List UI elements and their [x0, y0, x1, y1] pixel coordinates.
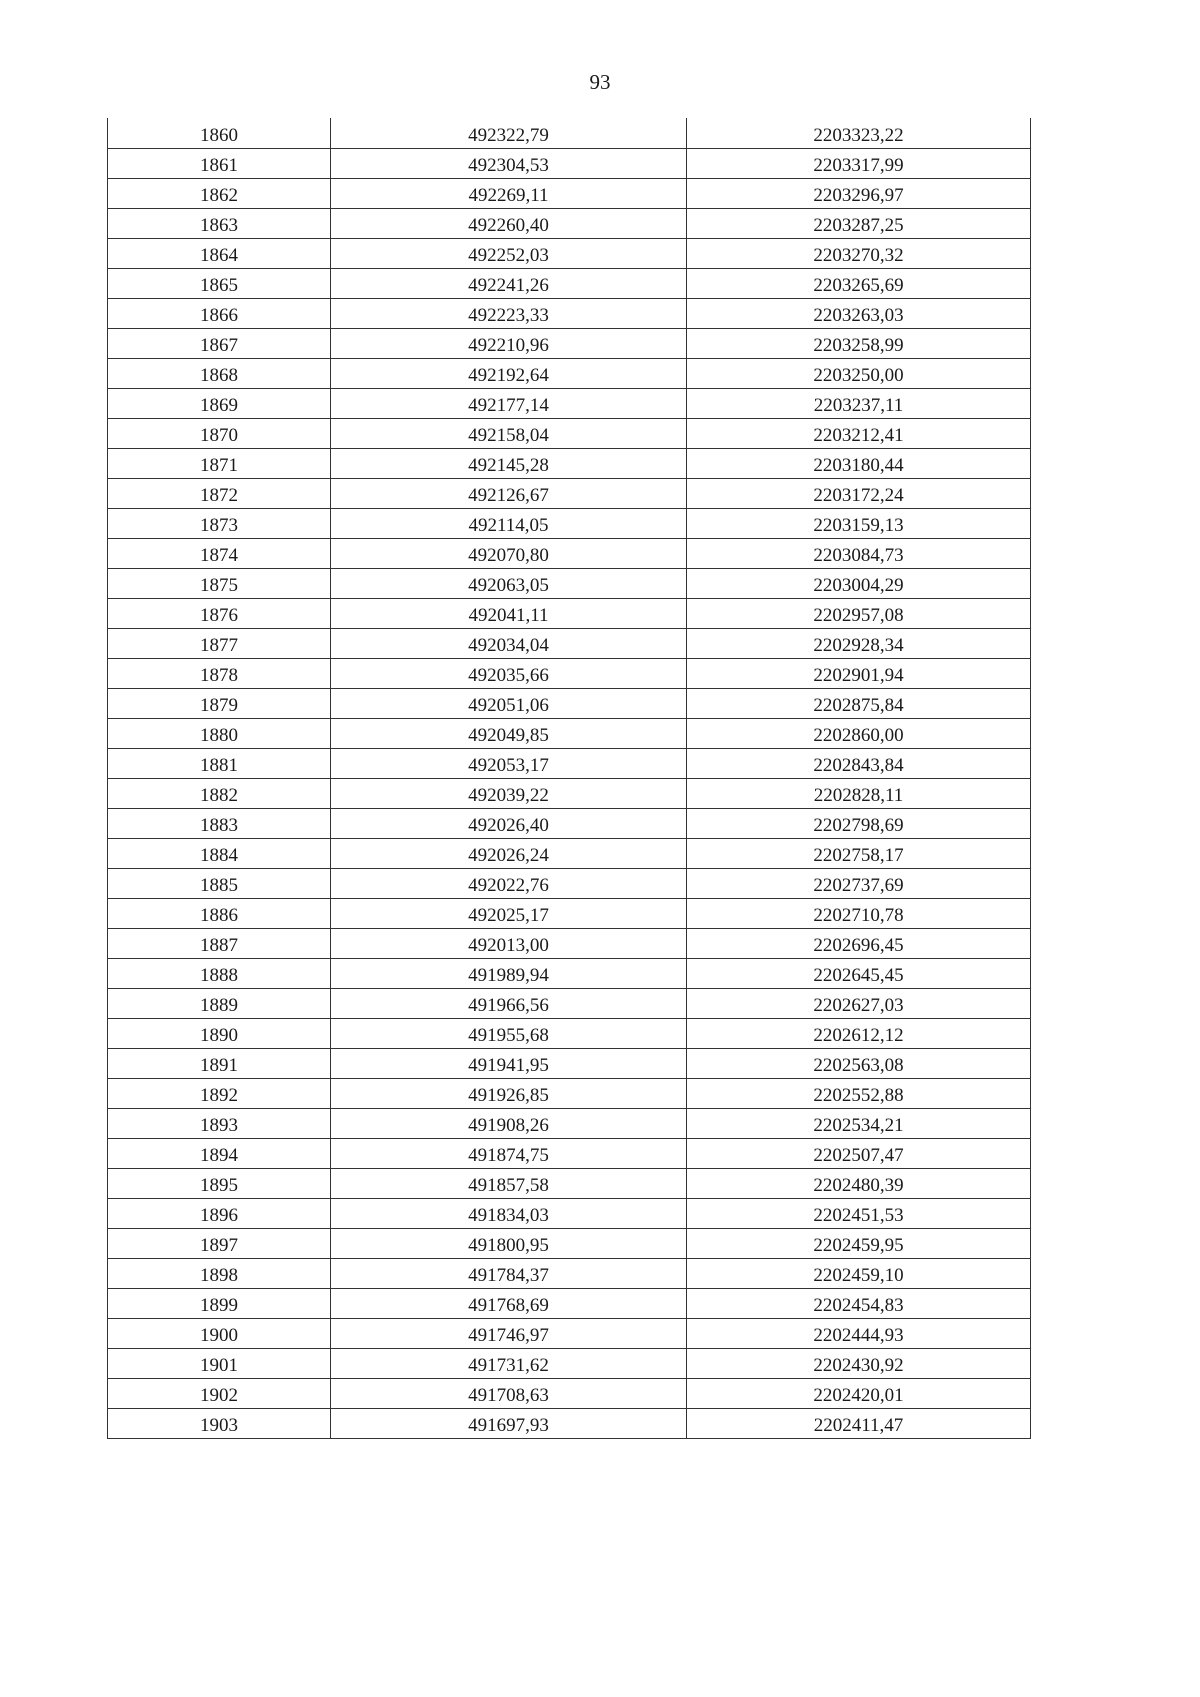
- table-row: [108, 328, 1031, 358]
- x-coordinate-cell: 492241,26: [331, 268, 687, 298]
- x-coordinate-cell: 492126,67: [331, 478, 687, 508]
- point-number-cell: 1868: [108, 358, 331, 388]
- point-number-cell: 1892: [108, 1078, 331, 1108]
- y-coordinate-cell: 2203159,13: [687, 508, 1031, 538]
- x-coordinate-cell: 492034,04: [331, 628, 687, 658]
- point-number-cell: 1886: [108, 898, 331, 928]
- point-number-cell: 1897: [108, 1228, 331, 1258]
- x-coordinate-cell: 492041,11: [331, 598, 687, 628]
- table-row: [108, 1288, 1031, 1318]
- table-row: [108, 178, 1031, 208]
- x-coordinate-cell: 492210,96: [331, 328, 687, 358]
- table-row: [108, 778, 1031, 808]
- y-coordinate-cell: 2202737,69: [687, 868, 1031, 898]
- y-coordinate-cell: 2202828,11: [687, 778, 1031, 808]
- y-coordinate-cell: 2202430,92: [687, 1348, 1031, 1378]
- x-coordinate-cell: 492070,80: [331, 538, 687, 568]
- y-coordinate-cell: 2202627,03: [687, 988, 1031, 1018]
- y-coordinate-cell: 2202411,47: [687, 1408, 1031, 1438]
- y-coordinate-cell: 2202928,34: [687, 628, 1031, 658]
- point-number-cell: 1881: [108, 748, 331, 778]
- point-number-cell: 1889: [108, 988, 331, 1018]
- y-coordinate-cell: 2202957,08: [687, 598, 1031, 628]
- y-coordinate-cell: 2203237,11: [687, 388, 1031, 418]
- point-number-cell: 1876: [108, 598, 331, 628]
- x-coordinate-cell: 491834,03: [331, 1198, 687, 1228]
- y-coordinate-cell: 2203172,24: [687, 478, 1031, 508]
- point-number-cell: 1865: [108, 268, 331, 298]
- y-coordinate-cell: 2202875,84: [687, 688, 1031, 718]
- coordinates-table-body: [108, 118, 1031, 1438]
- table-row: [108, 928, 1031, 958]
- table-row: [108, 628, 1031, 658]
- x-coordinate-cell: 491941,95: [331, 1048, 687, 1078]
- x-coordinate-cell: 492192,64: [331, 358, 687, 388]
- point-number-cell: 1903: [108, 1408, 331, 1438]
- point-number-cell: 1888: [108, 958, 331, 988]
- x-coordinate-cell: 491784,37: [331, 1258, 687, 1288]
- y-coordinate-cell: 2202507,47: [687, 1138, 1031, 1168]
- point-number-cell: 1863: [108, 208, 331, 238]
- y-coordinate-cell: 2202696,45: [687, 928, 1031, 958]
- y-coordinate-cell: 2202444,93: [687, 1318, 1031, 1348]
- table-row: [108, 958, 1031, 988]
- table-row: [108, 508, 1031, 538]
- point-number-cell: 1860: [108, 118, 331, 148]
- x-coordinate-cell: 491800,95: [331, 1228, 687, 1258]
- y-coordinate-cell: 2202534,21: [687, 1108, 1031, 1138]
- y-coordinate-cell: 2203270,32: [687, 238, 1031, 268]
- point-number-cell: 1899: [108, 1288, 331, 1318]
- point-number-cell: 1869: [108, 388, 331, 418]
- point-number-cell: 1864: [108, 238, 331, 268]
- table-row: [108, 898, 1031, 928]
- x-coordinate-cell: 492025,17: [331, 898, 687, 928]
- table-row: [108, 688, 1031, 718]
- point-number-cell: 1870: [108, 418, 331, 448]
- x-coordinate-cell: 492013,00: [331, 928, 687, 958]
- table-row: [108, 1048, 1031, 1078]
- y-coordinate-cell: 2202563,08: [687, 1048, 1031, 1078]
- point-number-cell: 1883: [108, 808, 331, 838]
- x-coordinate-cell: 492114,05: [331, 508, 687, 538]
- y-coordinate-cell: 2202860,00: [687, 718, 1031, 748]
- x-coordinate-cell: 491955,68: [331, 1018, 687, 1048]
- point-number-cell: 1891: [108, 1048, 331, 1078]
- table-row: [108, 808, 1031, 838]
- x-coordinate-cell: 492026,24: [331, 838, 687, 868]
- x-coordinate-cell: 491746,97: [331, 1318, 687, 1348]
- x-coordinate-cell: 492145,28: [331, 448, 687, 478]
- y-coordinate-cell: 2202612,12: [687, 1018, 1031, 1048]
- table-row: [108, 598, 1031, 628]
- x-coordinate-cell: 492051,06: [331, 688, 687, 718]
- table-row: [108, 238, 1031, 268]
- point-number-cell: 1890: [108, 1018, 331, 1048]
- coordinates-table: [107, 118, 1031, 1439]
- point-number-cell: 1893: [108, 1108, 331, 1138]
- table-row: [108, 1198, 1031, 1228]
- table-row: [108, 388, 1031, 418]
- table-row: [108, 1228, 1031, 1258]
- table-row: [108, 1138, 1031, 1168]
- x-coordinate-cell: 492053,17: [331, 748, 687, 778]
- y-coordinate-cell: 2202758,17: [687, 838, 1031, 868]
- table-row: [108, 208, 1031, 238]
- point-number-cell: 1861: [108, 148, 331, 178]
- table-row: [108, 418, 1031, 448]
- point-number-cell: 1867: [108, 328, 331, 358]
- point-number-cell: 1871: [108, 448, 331, 478]
- table-row: [108, 448, 1031, 478]
- y-coordinate-cell: 2202798,69: [687, 808, 1031, 838]
- x-coordinate-cell: 491697,93: [331, 1408, 687, 1438]
- table-row: [108, 538, 1031, 568]
- x-coordinate-cell: 492269,11: [331, 178, 687, 208]
- table-row: [108, 658, 1031, 688]
- point-number-cell: 1872: [108, 478, 331, 508]
- table-row: [108, 568, 1031, 598]
- table-row: [108, 148, 1031, 178]
- point-number-cell: 1877: [108, 628, 331, 658]
- table-row: [108, 298, 1031, 328]
- y-coordinate-cell: 2202459,10: [687, 1258, 1031, 1288]
- table-row: [108, 838, 1031, 868]
- table-row: [108, 868, 1031, 898]
- y-coordinate-cell: 2203084,73: [687, 538, 1031, 568]
- point-number-cell: 1875: [108, 568, 331, 598]
- x-coordinate-cell: 492035,66: [331, 658, 687, 688]
- x-coordinate-cell: 491908,26: [331, 1108, 687, 1138]
- x-coordinate-cell: 491731,62: [331, 1348, 687, 1378]
- x-coordinate-cell: 492252,03: [331, 238, 687, 268]
- x-coordinate-cell: 491708,63: [331, 1378, 687, 1408]
- y-coordinate-cell: 2202645,45: [687, 958, 1031, 988]
- table-row: [108, 1168, 1031, 1198]
- table-row: [108, 1258, 1031, 1288]
- point-number-cell: 1898: [108, 1258, 331, 1288]
- x-coordinate-cell: 491989,94: [331, 958, 687, 988]
- point-number-cell: 1874: [108, 538, 331, 568]
- table-row: [108, 1378, 1031, 1408]
- point-number-cell: 1862: [108, 178, 331, 208]
- y-coordinate-cell: 2202451,53: [687, 1198, 1031, 1228]
- point-number-cell: 1878: [108, 658, 331, 688]
- table-row: [108, 1078, 1031, 1108]
- table-row: [108, 1408, 1031, 1438]
- y-coordinate-cell: 2202459,95: [687, 1228, 1031, 1258]
- table-row: [108, 1318, 1031, 1348]
- x-coordinate-cell: 492304,53: [331, 148, 687, 178]
- y-coordinate-cell: 2202843,84: [687, 748, 1031, 778]
- table-row: [108, 478, 1031, 508]
- y-coordinate-cell: 2203323,22: [687, 118, 1031, 148]
- y-coordinate-cell: 2203250,00: [687, 358, 1031, 388]
- point-number-cell: 1894: [108, 1138, 331, 1168]
- point-number-cell: 1900: [108, 1318, 331, 1348]
- x-coordinate-cell: 492049,85: [331, 718, 687, 748]
- point-number-cell: 1902: [108, 1378, 331, 1408]
- x-coordinate-cell: 492039,22: [331, 778, 687, 808]
- y-coordinate-cell: 2202552,88: [687, 1078, 1031, 1108]
- x-coordinate-cell: 492322,79: [331, 118, 687, 148]
- y-coordinate-cell: 2202901,94: [687, 658, 1031, 688]
- y-coordinate-cell: 2203180,44: [687, 448, 1031, 478]
- point-number-cell: 1866: [108, 298, 331, 328]
- point-number-cell: 1884: [108, 838, 331, 868]
- point-number-cell: 1887: [108, 928, 331, 958]
- x-coordinate-cell: 491768,69: [331, 1288, 687, 1318]
- y-coordinate-cell: 2202420,01: [687, 1378, 1031, 1408]
- table-row: [108, 718, 1031, 748]
- table-row: [108, 1348, 1031, 1378]
- y-coordinate-cell: 2203296,97: [687, 178, 1031, 208]
- y-coordinate-cell: 2202480,39: [687, 1168, 1031, 1198]
- table-row: [108, 118, 1031, 148]
- x-coordinate-cell: 492260,40: [331, 208, 687, 238]
- point-number-cell: 1901: [108, 1348, 331, 1378]
- x-coordinate-cell: 492063,05: [331, 568, 687, 598]
- x-coordinate-cell: 492158,04: [331, 418, 687, 448]
- x-coordinate-cell: 492177,14: [331, 388, 687, 418]
- table-row: [108, 988, 1031, 1018]
- point-number-cell: 1879: [108, 688, 331, 718]
- x-coordinate-cell: 491926,85: [331, 1078, 687, 1108]
- y-coordinate-cell: 2203317,99: [687, 148, 1031, 178]
- y-coordinate-cell: 2203004,29: [687, 568, 1031, 598]
- point-number-cell: 1880: [108, 718, 331, 748]
- table-row: [108, 1108, 1031, 1138]
- x-coordinate-cell: 492223,33: [331, 298, 687, 328]
- y-coordinate-cell: 2202454,83: [687, 1288, 1031, 1318]
- y-coordinate-cell: 2203265,69: [687, 268, 1031, 298]
- x-coordinate-cell: 491874,75: [331, 1138, 687, 1168]
- y-coordinate-cell: 2202710,78: [687, 898, 1031, 928]
- table-row: [108, 358, 1031, 388]
- table-row: [108, 1018, 1031, 1048]
- x-coordinate-cell: 491857,58: [331, 1168, 687, 1198]
- page-number: 93: [589, 70, 611, 94]
- y-coordinate-cell: 2203212,41: [687, 418, 1031, 448]
- point-number-cell: 1896: [108, 1198, 331, 1228]
- table-row: [108, 748, 1031, 778]
- point-number-cell: 1873: [108, 508, 331, 538]
- x-coordinate-cell: 492026,40: [331, 808, 687, 838]
- y-coordinate-cell: 2203287,25: [687, 208, 1031, 238]
- table-row: [108, 268, 1031, 298]
- point-number-cell: 1882: [108, 778, 331, 808]
- point-number-cell: 1895: [108, 1168, 331, 1198]
- x-coordinate-cell: 492022,76: [331, 868, 687, 898]
- x-coordinate-cell: 491966,56: [331, 988, 687, 1018]
- y-coordinate-cell: 2203263,03: [687, 298, 1031, 328]
- y-coordinate-cell: 2203258,99: [687, 328, 1031, 358]
- point-number-cell: 1885: [108, 868, 331, 898]
